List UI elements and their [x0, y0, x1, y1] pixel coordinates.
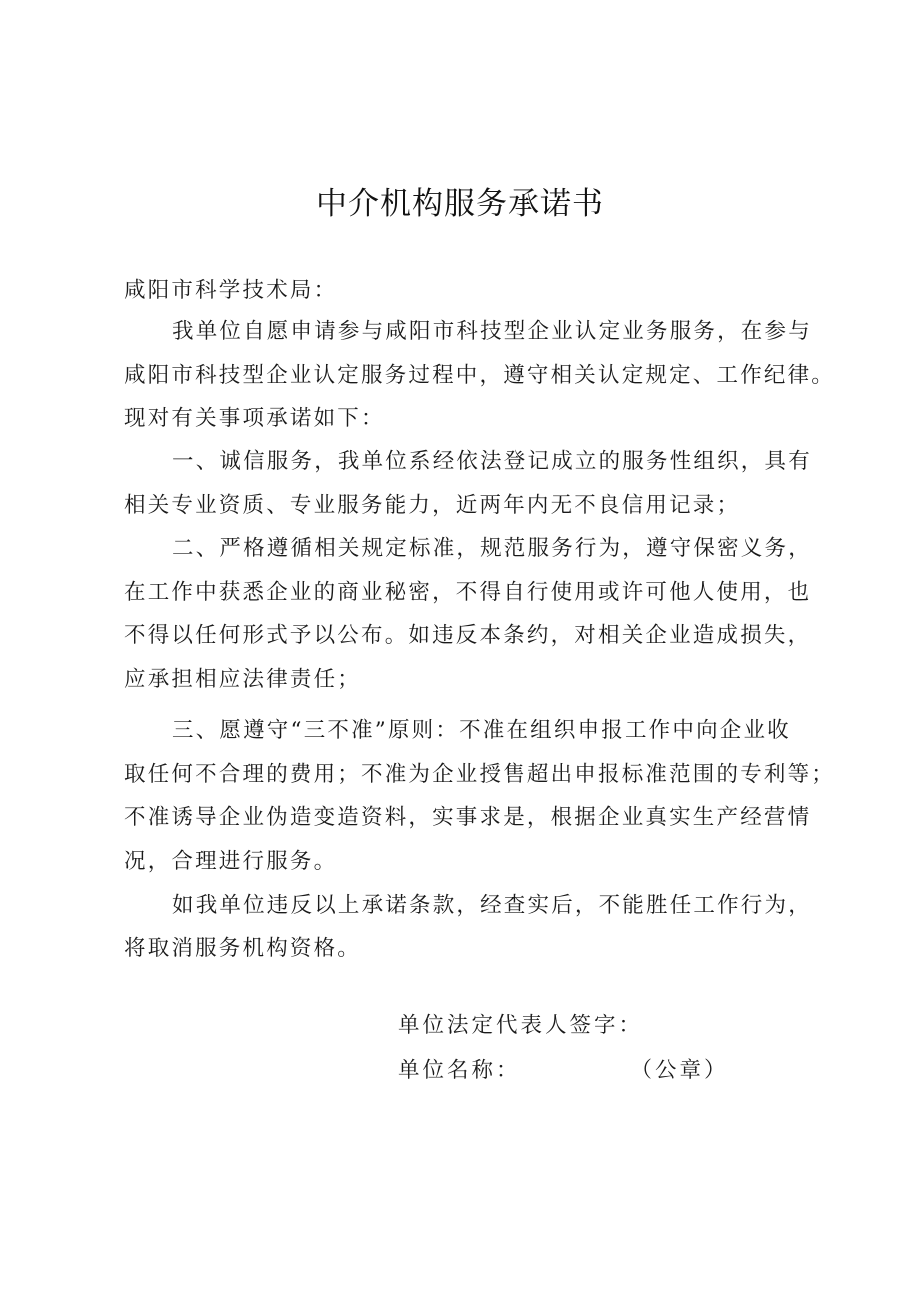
- clause-1-line-1: 一、诚信服务，我单位系经依法登记成立的服务性组织，具有: [172, 449, 812, 474]
- unit-name-row: [398, 1056, 920, 1086]
- closing-line-1: 如我单位违反以上承诺条款，经查实后，不能胜任工作行为，: [172, 893, 812, 918]
- addressee: 咸阳市科学技术局：: [124, 278, 338, 303]
- intro-line-2: 咸阳市科技型企业认定服务过程中，遵守相关认定规定、工作纪律。: [124, 363, 836, 388]
- clause-1-line-2: 相关专业资质、专业服务能力，近两年内无不良信用记录；: [124, 493, 741, 518]
- intro-line-1: 我单位自愿申请参与咸阳市科技型企业认定业务服务，在参与: [172, 319, 812, 344]
- clause-3-line-3: 不准诱导企业伪造变造资料，实事求是，根据企业真实生产经营情: [124, 805, 812, 830]
- document-title: 中介机构服务承诺书: [316, 186, 604, 222]
- clause-2-line-4: 应承担相应法律责任；: [124, 667, 362, 692]
- clause-3-line-4: 况，合理进行服务。: [124, 849, 338, 874]
- clause-3-line-1: 三、愿遵守“三不准”原则：不准在组织申报工作中向企业收: [172, 718, 791, 743]
- clause-3-line-2: 取任何不合理的费用；不准为企业授售超出申报标准范围的专利等；: [124, 762, 836, 787]
- closing-line-2: 将取消服务机构资格。: [124, 936, 362, 961]
- clause-2-line-1: 二、严格遵循相关规定标准，规范服务行为，遵守保密义务，: [172, 536, 812, 561]
- clause-2-line-2: 在工作中获悉企业的商业秘密，不得自行使用或许可他人使用，也: [124, 580, 812, 605]
- unit-name-label: 单位名称：: [398, 1058, 521, 1083]
- seal-label: （公章）: [630, 1058, 729, 1083]
- representative-signature-label: 单位法定代表人签字：: [398, 1013, 644, 1038]
- clause-2-line-3: 不得以任何形式予以公布。如违反本条约，对相关企业造成损失，: [124, 623, 812, 648]
- intro-line-3: 现对有关事项承诺如下：: [124, 406, 385, 431]
